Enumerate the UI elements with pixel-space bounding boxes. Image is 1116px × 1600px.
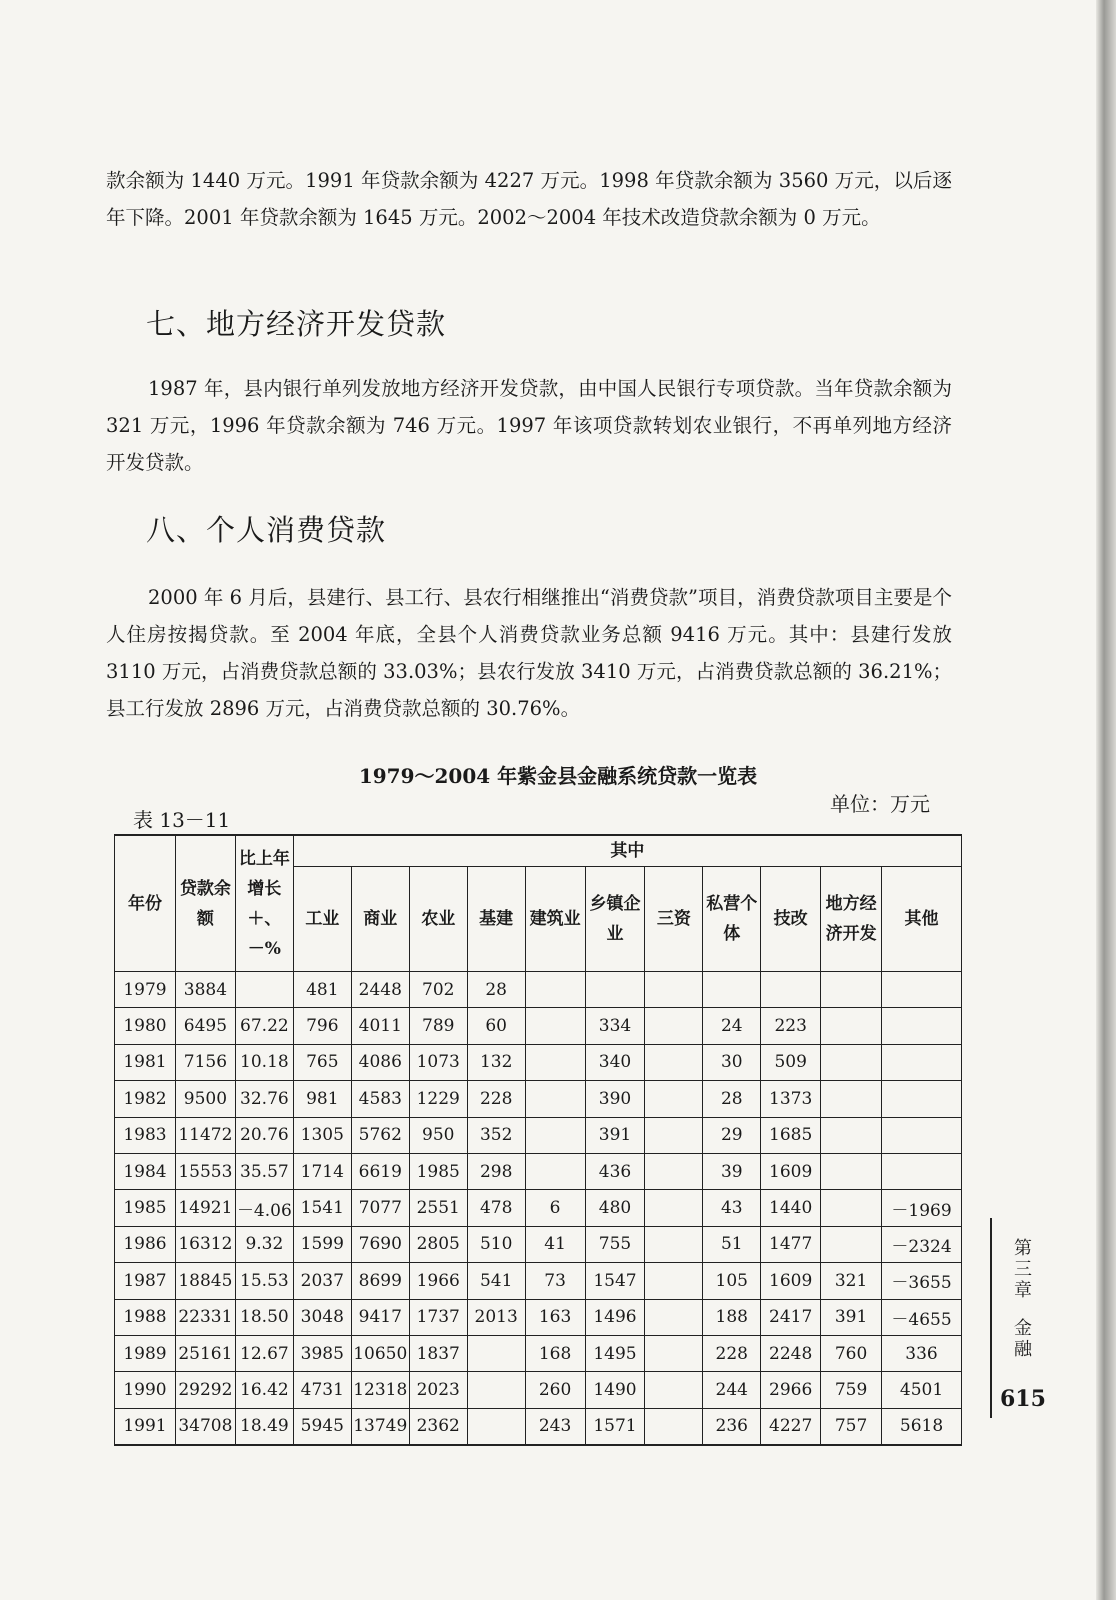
table-cell: 1541 [293, 1190, 351, 1226]
table-cell: 1685 [761, 1117, 821, 1153]
table-cell: 1990 [115, 1372, 176, 1408]
table-cell [882, 1081, 962, 1117]
table-cell [235, 972, 293, 1008]
table-row [115, 1190, 962, 1226]
table-cell: 481 [293, 972, 351, 1008]
table-cell: 5762 [351, 1117, 409, 1153]
paragraph-consumer-loans: 2000 年 6 月后，县建行、县工行、县农行相继推出“消费贷款”项目，消费贷款项目主要是个人住房按揭贷款。至 2004 年底，全县个人消费贷款业务总额 9416 万元。其中：县建行发放 3110 万元，占消费贷款总额的 33.03%；县农行发放 3410 万元，占消费贷款总额的 36.21%；县工行发放 2896 万元，占消费贷款总额的 30.76%。 [106, 586, 952, 720]
header-construction: 建筑业 [525, 867, 585, 972]
table-cell: 2417 [761, 1299, 821, 1335]
table-cell [525, 1153, 585, 1189]
table-cell: 12.67 [235, 1335, 293, 1371]
table-title: 1979～2004 年紫金县金融系统贷款一览表 [358, 764, 758, 788]
table-cell: 15553 [175, 1153, 235, 1189]
table-cell: 4731 [293, 1372, 351, 1408]
table-cell: 28 [703, 1081, 761, 1117]
table-cell [645, 1044, 703, 1080]
heading-local-economic-loans: 七、地方经济开发贷款 [146, 307, 447, 341]
table-unit: 单位：万元 [830, 792, 930, 816]
table-cell: 3985 [293, 1335, 351, 1371]
table-cell: 168 [525, 1335, 585, 1371]
table-cell: 391 [585, 1117, 645, 1153]
table-cell: 223 [761, 1008, 821, 1044]
table-row [115, 1299, 962, 1335]
table-cell [882, 972, 962, 1008]
table-cell: 12318 [351, 1372, 409, 1408]
table-cell: 2805 [409, 1226, 467, 1262]
table-cell [821, 1044, 882, 1080]
table-cell [645, 1008, 703, 1044]
table-cell [821, 1081, 882, 1117]
table-cell: 8699 [351, 1263, 409, 1299]
table-cell: －3655 [882, 1263, 962, 1299]
table-cell [821, 1190, 882, 1226]
table-cell: 243 [525, 1408, 585, 1445]
table-cell: 1073 [409, 1044, 467, 1080]
table-cell [821, 972, 882, 1008]
table-cell [585, 972, 645, 1008]
table-cell: 352 [467, 1117, 525, 1153]
table-cell [525, 1044, 585, 1080]
table-cell: 1982 [115, 1081, 176, 1117]
table-cell: 228 [467, 1081, 525, 1117]
table-cell: 16312 [175, 1226, 235, 1262]
header-year: 年份 [115, 835, 176, 972]
table-cell [882, 1044, 962, 1080]
table-row [115, 1081, 962, 1117]
table-cell: 759 [821, 1372, 882, 1408]
table-cell: 4583 [351, 1081, 409, 1117]
table-cell [645, 1081, 703, 1117]
table-cell: 1989 [115, 1335, 176, 1371]
table-cell: 2248 [761, 1335, 821, 1371]
table-cell: 2448 [351, 972, 409, 1008]
table-cell: 321 [821, 1263, 882, 1299]
table-cell: 480 [585, 1190, 645, 1226]
table-cell [821, 1117, 882, 1153]
table-cell: 13749 [351, 1408, 409, 1445]
table-cell: 29292 [175, 1372, 235, 1408]
table-cell: 1609 [761, 1153, 821, 1189]
table-number: 表 13－11 [133, 808, 231, 832]
table-cell: 702 [409, 972, 467, 1008]
table-cell [467, 1372, 525, 1408]
table-cell: 4227 [761, 1408, 821, 1445]
table-cell: 9500 [175, 1081, 235, 1117]
table-cell: 39 [703, 1153, 761, 1189]
table-cell: 390 [585, 1081, 645, 1117]
table-cell: 981 [293, 1081, 351, 1117]
table-cell: 1983 [115, 1117, 176, 1153]
heading-consumer-loans: 八、个人消费贷款 [146, 513, 387, 547]
table-row [115, 972, 962, 1008]
table-cell [703, 972, 761, 1008]
table-cell: 29 [703, 1117, 761, 1153]
table-cell: 1373 [761, 1081, 821, 1117]
table-cell: 7077 [351, 1190, 409, 1226]
table-cell: 41 [525, 1226, 585, 1262]
header-agriculture: 农业 [409, 867, 467, 972]
header-of-which: 其中 [293, 835, 961, 867]
table-cell [525, 972, 585, 1008]
table-cell: 2362 [409, 1408, 467, 1445]
table-cell: 1305 [293, 1117, 351, 1153]
table-cell: 244 [703, 1372, 761, 1408]
table-cell: 1490 [585, 1372, 645, 1408]
table-cell: 1477 [761, 1226, 821, 1262]
table-cell: 236 [703, 1408, 761, 1445]
table-cell [882, 1008, 962, 1044]
table-cell: 2037 [293, 1263, 351, 1299]
table-row [115, 1117, 962, 1153]
table-cell [645, 1263, 703, 1299]
table-cell: 20.76 [235, 1117, 293, 1153]
header-other: 其他 [882, 867, 962, 972]
table-cell: 1984 [115, 1153, 176, 1189]
table-cell: 1986 [115, 1226, 176, 1262]
table-body [115, 972, 962, 1446]
table-cell: －1969 [882, 1190, 962, 1226]
table-cell: 336 [882, 1335, 962, 1371]
table-cell: 105 [703, 1263, 761, 1299]
table-cell: 18845 [175, 1263, 235, 1299]
table-row [115, 1153, 962, 1189]
table-cell: 436 [585, 1153, 645, 1189]
header-growth: 比上年增长＋、－% [235, 835, 293, 972]
table-cell: 760 [821, 1335, 882, 1371]
table-cell: 260 [525, 1372, 585, 1408]
table-cell: 35.57 [235, 1153, 293, 1189]
table-cell: 1837 [409, 1335, 467, 1371]
table-cell: 18.50 [235, 1299, 293, 1335]
table-cell: 188 [703, 1299, 761, 1335]
table-cell: 391 [821, 1299, 882, 1335]
table-cell: 1988 [115, 1299, 176, 1335]
table-cell [821, 1008, 882, 1044]
table-cell [821, 1226, 882, 1262]
table-cell: 1599 [293, 1226, 351, 1262]
table-cell: 6 [525, 1190, 585, 1226]
table-cell: 11472 [175, 1117, 235, 1153]
table-cell: 4501 [882, 1372, 962, 1408]
chapter-label: 第三章 [1014, 1238, 1032, 1301]
table-cell [467, 1335, 525, 1371]
table-cell: 15.53 [235, 1263, 293, 1299]
table-cell: 16.42 [235, 1372, 293, 1408]
table-cell: 22331 [175, 1299, 235, 1335]
table-cell [645, 1299, 703, 1335]
table-cell: 4086 [351, 1044, 409, 1080]
table-cell: 4011 [351, 1008, 409, 1044]
header-township-enterprise: 乡镇企业 [585, 867, 645, 972]
table-cell: 30 [703, 1044, 761, 1080]
table-cell: 334 [585, 1008, 645, 1044]
table-cell: 7690 [351, 1226, 409, 1262]
table-cell: 1966 [409, 1263, 467, 1299]
table-cell: 950 [409, 1117, 467, 1153]
table-cell: 34708 [175, 1408, 235, 1445]
table-cell: 6619 [351, 1153, 409, 1189]
table-cell: 1229 [409, 1081, 467, 1117]
table-cell: 10.18 [235, 1044, 293, 1080]
header-infrastructure: 基建 [467, 867, 525, 972]
table-cell: 2023 [409, 1372, 467, 1408]
table-cell [525, 1008, 585, 1044]
table-row [115, 1372, 962, 1408]
table-cell: 1496 [585, 1299, 645, 1335]
table-cell [645, 1226, 703, 1262]
table-cell: 1609 [761, 1263, 821, 1299]
table-cell: 25161 [175, 1335, 235, 1371]
table-cell: 9.32 [235, 1226, 293, 1262]
table-cell: 7156 [175, 1044, 235, 1080]
table-cell: 510 [467, 1226, 525, 1262]
table-cell: 755 [585, 1226, 645, 1262]
table-cell [761, 972, 821, 1008]
loan-table [114, 834, 962, 1446]
header-industry: 工业 [293, 867, 351, 972]
table-row [115, 1263, 962, 1299]
table-row [115, 1226, 962, 1262]
table-cell: 1991 [115, 1408, 176, 1445]
table-cell: 60 [467, 1008, 525, 1044]
table-row [115, 1008, 962, 1044]
header-loan-balance: 贷款余额 [175, 835, 235, 972]
table-cell: 1440 [761, 1190, 821, 1226]
table-cell [821, 1153, 882, 1189]
table-cell [645, 1117, 703, 1153]
table-cell: 1980 [115, 1008, 176, 1044]
table-cell: 478 [467, 1190, 525, 1226]
table-cell [525, 1081, 585, 1117]
table-cell: 541 [467, 1263, 525, 1299]
table-cell: 1985 [409, 1153, 467, 1189]
table-cell: 1547 [585, 1263, 645, 1299]
table-cell: 228 [703, 1335, 761, 1371]
paragraph-local-economic-loans: 1987 年，县内银行单列发放地方经济开发贷款，由中国人民银行专项贷款。当年贷款余额为 321 万元，1996 年贷款余额为 746 万元。1997 年该项贷款转划农业银行，不再单列地方经济开发贷款。 [106, 377, 952, 474]
table-cell [645, 1335, 703, 1371]
table-cell: 2551 [409, 1190, 467, 1226]
table-cell: 1981 [115, 1044, 176, 1080]
table-cell [525, 1117, 585, 1153]
table-cell: 51 [703, 1226, 761, 1262]
table-cell: 1979 [115, 972, 176, 1008]
table-cell: 1571 [585, 1408, 645, 1445]
table-cell [645, 1190, 703, 1226]
table-cell: 163 [525, 1299, 585, 1335]
header-commerce: 商业 [351, 867, 409, 972]
table-cell: 32.76 [235, 1081, 293, 1117]
table-cell: 5945 [293, 1408, 351, 1445]
table-cell: 132 [467, 1044, 525, 1080]
table-row [115, 1408, 962, 1445]
table-cell: 10650 [351, 1335, 409, 1371]
table-cell: 24 [703, 1008, 761, 1044]
table-cell: 1985 [115, 1190, 176, 1226]
table-cell: 73 [525, 1263, 585, 1299]
table-cell: 2013 [467, 1299, 525, 1335]
table-cell: 1987 [115, 1263, 176, 1299]
table-row [115, 1335, 962, 1371]
table-cell: 6495 [175, 1008, 235, 1044]
table-cell: 3884 [175, 972, 235, 1008]
page-number: 615 [1000, 1386, 1046, 1412]
table-cell: 3048 [293, 1299, 351, 1335]
table-cell: 1495 [585, 1335, 645, 1371]
table-cell: 1737 [409, 1299, 467, 1335]
table-cell: 789 [409, 1008, 467, 1044]
table-cell: 796 [293, 1008, 351, 1044]
header-tech-upgrade: 技改 [761, 867, 821, 972]
table-cell: －4655 [882, 1299, 962, 1335]
table-cell: 765 [293, 1044, 351, 1080]
table-cell: 28 [467, 972, 525, 1008]
table-cell [645, 1372, 703, 1408]
table-cell [467, 1408, 525, 1445]
header-foreign-funded: 三资 [645, 867, 703, 972]
table-cell: 298 [467, 1153, 525, 1189]
table-cell: 509 [761, 1044, 821, 1080]
table-cell [882, 1153, 962, 1189]
paragraph-tech-loans: 款余额为 1440 万元。1991 年贷款余额为 4227 万元。1998 年贷款余额为 3560 万元，以后逐年下降。2001 年贷款余额为 1645 万元。2002～2004 年技术改造贷款余额为 0 万元。 [106, 169, 952, 229]
table-cell: 5618 [882, 1408, 962, 1445]
table-cell [645, 972, 703, 1008]
header-private: 私营个体 [703, 867, 761, 972]
table-cell: 43 [703, 1190, 761, 1226]
section-label: 金融 [1014, 1318, 1032, 1360]
header-local-development: 地方经济开发 [821, 867, 882, 972]
table-cell [645, 1153, 703, 1189]
table-cell: 2966 [761, 1372, 821, 1408]
table-cell [882, 1117, 962, 1153]
table-cell: －2324 [882, 1226, 962, 1262]
table-cell: 757 [821, 1408, 882, 1445]
table-cell: 18.49 [235, 1408, 293, 1445]
table-cell: 14921 [175, 1190, 235, 1226]
table-cell: 9417 [351, 1299, 409, 1335]
table-cell [645, 1408, 703, 1445]
scan-edge [1096, 0, 1116, 1600]
table-cell: 340 [585, 1044, 645, 1080]
table-cell: 1714 [293, 1153, 351, 1189]
table-row [115, 1044, 962, 1080]
table-cell: 67.22 [235, 1008, 293, 1044]
side-rule [990, 1218, 992, 1418]
table-cell: －4.06 [235, 1190, 293, 1226]
